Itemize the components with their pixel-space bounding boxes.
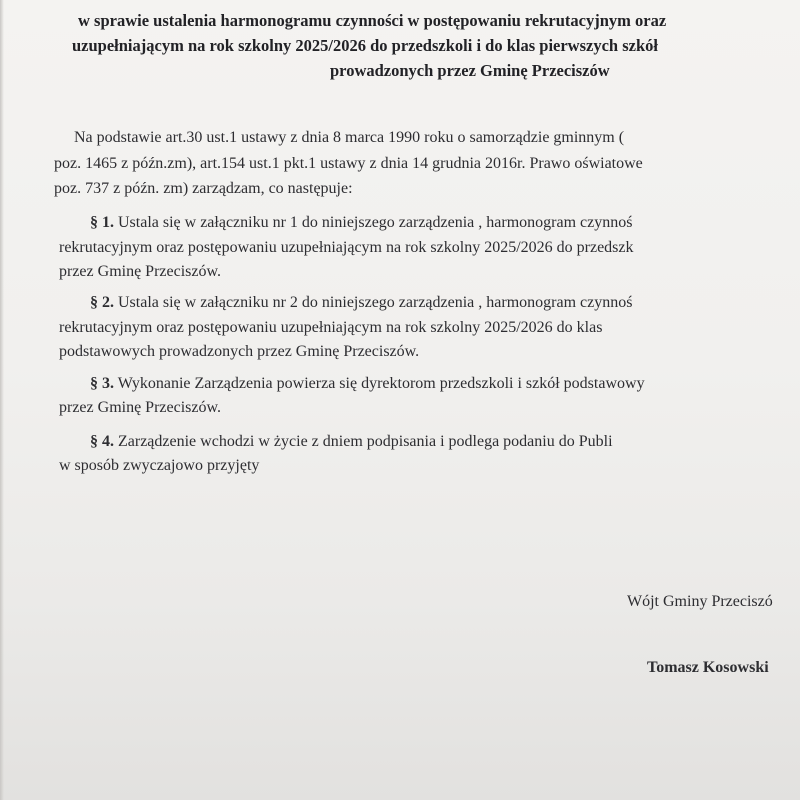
page-edge-shadow	[0, 0, 4, 800]
paragraph-3-mark: § 3.	[90, 375, 114, 392]
paragraph-2-line-2: rekrutacyjnym oraz postępowaniu uzupełniającym na rok szkolny 2025/2026 do klas	[59, 319, 603, 336]
paragraph-4-line-2: w sposób zwyczajowo przyjęty	[59, 457, 260, 474]
paragraph-3-line-2: przez Gminę Przeciszów.	[59, 399, 221, 416]
paragraph-3-text: Wykonanie Zarządzenia powierza się dyrektorom przedszkoli i szkół podstawowy	[114, 375, 645, 392]
paragraph-2-mark: § 2.	[90, 294, 114, 311]
paragraph-4-mark: § 4.	[90, 433, 114, 450]
title-line-2: uzupełniającym na rok szkolny 2025/2026 do przedszkoli i do klas pierwszych szkół	[72, 36, 658, 55]
preamble-line-2: poz. 1465 z późn.zm), art.154 ust.1 pkt.1 ustawy z dnia 14 grudnia 2016r. Prawo oświatowe	[54, 155, 643, 172]
preamble-line-3: poz. 737 z późn. zm) zarządzam, co następuje:	[54, 180, 353, 197]
paragraph-1-line-2: rekrutacyjnym oraz postępowaniu uzupełniającym na rok szkolny 2025/2026 do przedszk	[59, 239, 634, 256]
paragraph-1-text: Ustala się w załączniku nr 1 do niniejszego zarządzenia , harmonogram czynnoś	[114, 214, 633, 231]
paragraph-4-text: Zarządzenie wchodzi w życie z dniem podpisania i podlega podaniu do Publi	[114, 433, 613, 450]
signature-name: Tomasz Kosowski	[647, 659, 769, 676]
paragraph-2-line-1	[90, 294, 632, 312]
paragraph-4-line-1	[90, 433, 613, 451]
title-line-3: prowadzonych przez Gminę Przeciszów	[330, 61, 610, 80]
paragraph-3-line-1	[90, 375, 645, 393]
preamble-line-1: Na podstawie art.30 ust.1 ustawy z dnia 8 marca 1990 roku o samorządzie gminnym (	[74, 129, 625, 146]
paragraph-1-mark: § 1.	[90, 214, 114, 231]
paragraph-2-text: Ustala się w załączniku nr 2 do niniejszego zarządzenia , harmonogram czynnoś	[114, 294, 633, 311]
title-line-1: w sprawie ustalenia harmonogramu czynności w postępowaniu rekrutacyjnym oraz	[78, 11, 667, 30]
paragraph-2-line-3: podstawowych prowadzonych przez Gminę Przeciszów.	[59, 343, 420, 360]
signature-title: Wójt Gminy Przeciszó	[627, 593, 773, 610]
paragraph-1-line-3: przez Gminę Przeciszów.	[59, 263, 221, 280]
paragraph-1-line-1	[90, 214, 632, 232]
